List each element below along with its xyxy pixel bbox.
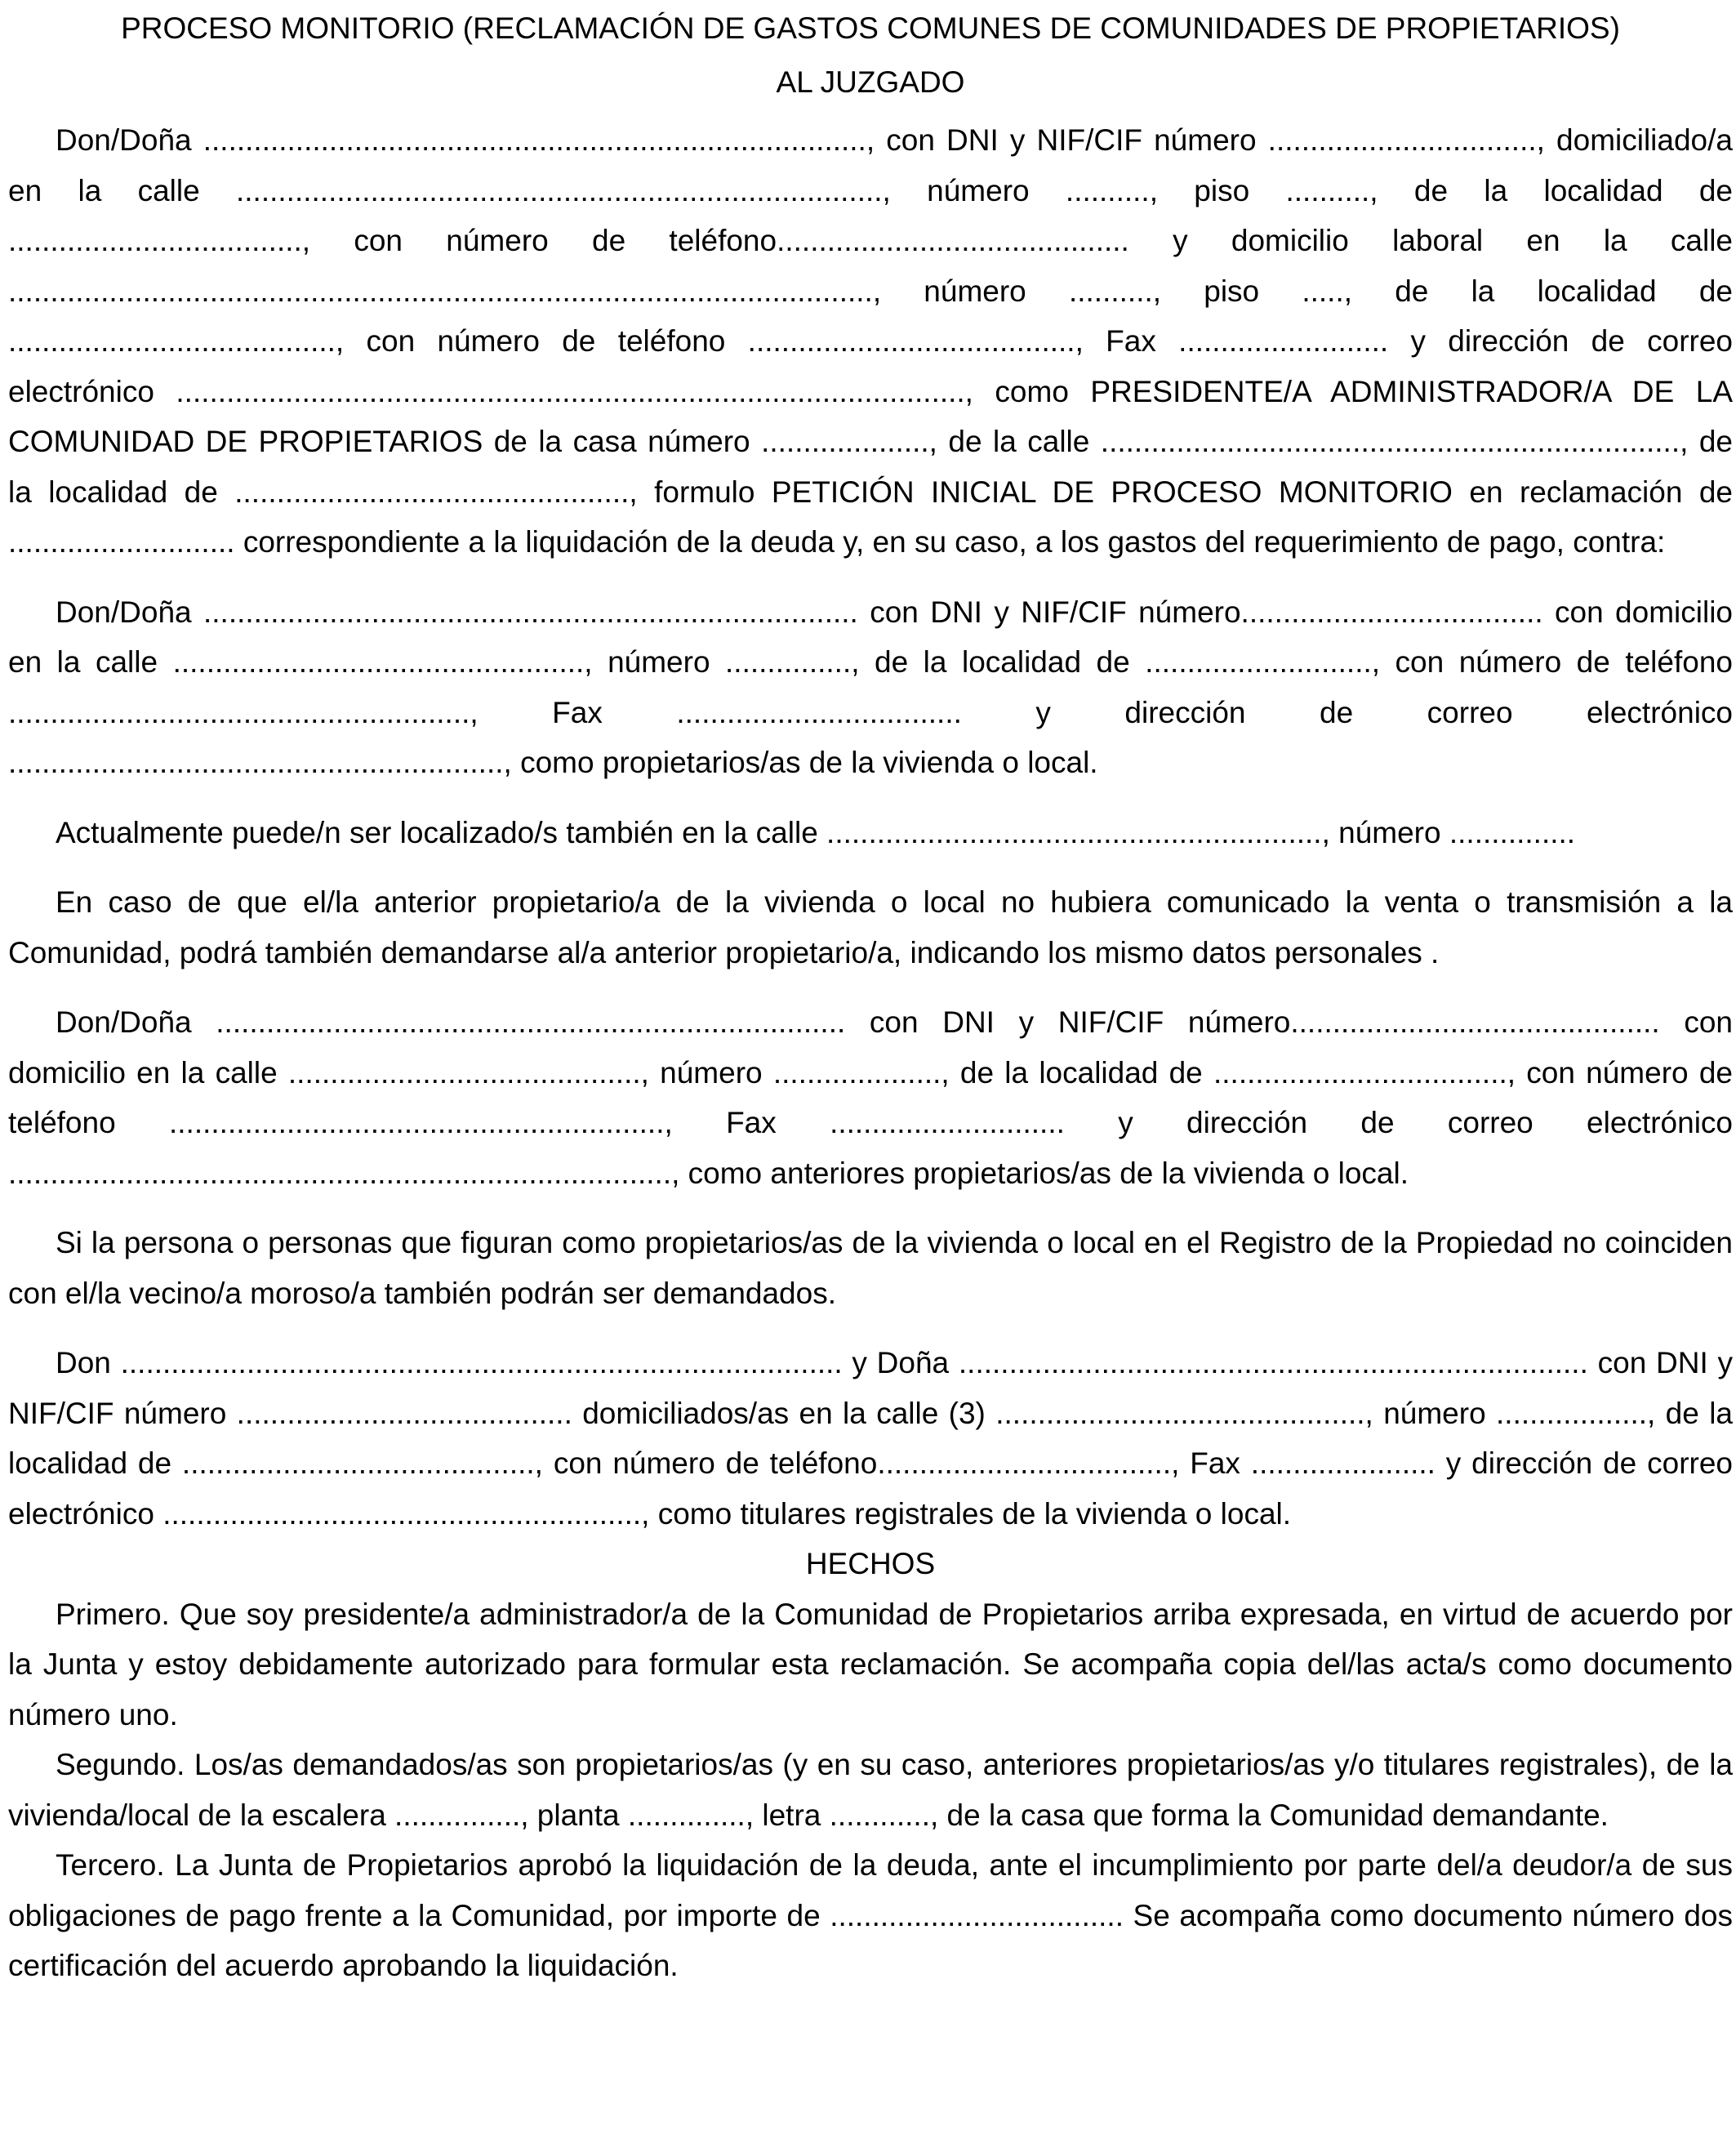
paragraph-petitioner: Don/Doña ..............................................................................., con DNI y NIF/CIF número ................................, domiciliado/a en la calle ............................................................................., número .........., piso .........., de la localidad de ..................................., con número de teléfono.......................................... y domicilio laboral en la calle ......................................................................................................., número .........., piso ....., de la localidad de ......................................., con número de teléfono ......................................., Fax ......................... y dirección de correo electrónico .............................................................................................., como PRESIDENTE/A ADMINISTRADOR/A DE LA COMUNIDAD DE PROPIETARIOS de la casa número ...................., de la calle ....................................................................., de la localidad de ..............................................., formulo PETICIÓN INICIAL DE PROCESO MONITORIO en reclamación de ........................... correspondiente a la liquidación de la deuda y, en su caso, a los gastos del requerimiento de pago, contra: [8, 123, 1733, 559]
document-page [8, 0, 1733, 1991]
fact-primero: Primero. Que soy presidente/a administrador/a de la Comunidad de Propietarios arriba expresada, en virtud de acuerdo por la Junta y estoy debidamente autorizado para formular esta reclamación. Se acompaña copia del/las acta/s como documento número uno. [8, 1597, 1733, 1731]
paragraph-current-location: Actualmente puede/n ser localizado/s también en la calle ..........................................................., número ............... [56, 815, 1576, 849]
paragraph-previous-owner: Don/Doña ........................................................................... con DNI y NIF/CIF número............................................ con domicilio en la calle .........................................., número ...................., de la localidad de ..................................., con número de teléfono ..........................................................., Fax ............................ y dirección de correo electrónico ..............................................................................., como anteriores propietarios/as de la vivienda o local. [8, 1005, 1733, 1190]
paragraph-debtor: Don/Doña .............................................................................. con DNI y NIF/CIF número.................................... con domicilio en la calle ................................................., número ..............., de la localidad de ..........................., con número de teléfono ......................................................., Fax .................................. y dirección de correo electrónico ..........................................................., como propietarios/as de la vivienda o local. [8, 595, 1733, 779]
fact-tercero: Tercero. La Junta de Propietarios aprobó la liquidación de la deuda, ante el incumplimiento por parte del/a deudor/a de sus obligaciones de pago frente a la Comunidad, por importe de ................................... Se acompaña como documento número dos certificación del acuerdo aprobando la liquidación. [8, 1848, 1733, 1982]
paragraph-registry-note: Si la persona o personas que figuran como propietarios/as de la vivienda o local en el Registro de la Propiedad no coinciden con el/la vecino/a moroso/a también podrán ser demandados. [8, 1226, 1733, 1310]
fact-segundo: Segundo. Los/as demandados/as son propietarios/as (y en su caso, anteriores propietarios/as y/o titulares registrales), de la vivienda/local de la escalera ..............., planta .............., letra ............, de la casa que forma la Comunidad demandante. [8, 1748, 1733, 1832]
document-title-line-1: PROCESO MONITORIO (RECLAMACIÓN DE GASTOS COMUNES DE COMUNIDADES DE PROPIETARIOS) [121, 11, 1620, 45]
hechos-heading: HECHOS [805, 1547, 936, 1580]
paragraph-registered-owners: Don ...................................................................................... y Doña ........................................................................... con DNI y NIF/CIF número ........................................ domiciliados/as en la calle (3) ............................................, número .................., de la localidad de .........................................., con número de teléfono..................................., Fax ...................... y dirección de correo electrónico ........................................................., como titulares registrales de la vivienda o local. [8, 1346, 1733, 1531]
paragraph-previous-owner-note: En caso de que el/la anterior propietario/a de la vivienda o local no hubiera comunicado la venta o transmisión a la Comunidad, podrá también demandarse al/a anterior propietario/a, indicando los mismo datos personales . [8, 885, 1733, 969]
document-title-line-2: AL JUZGADO [776, 65, 965, 99]
